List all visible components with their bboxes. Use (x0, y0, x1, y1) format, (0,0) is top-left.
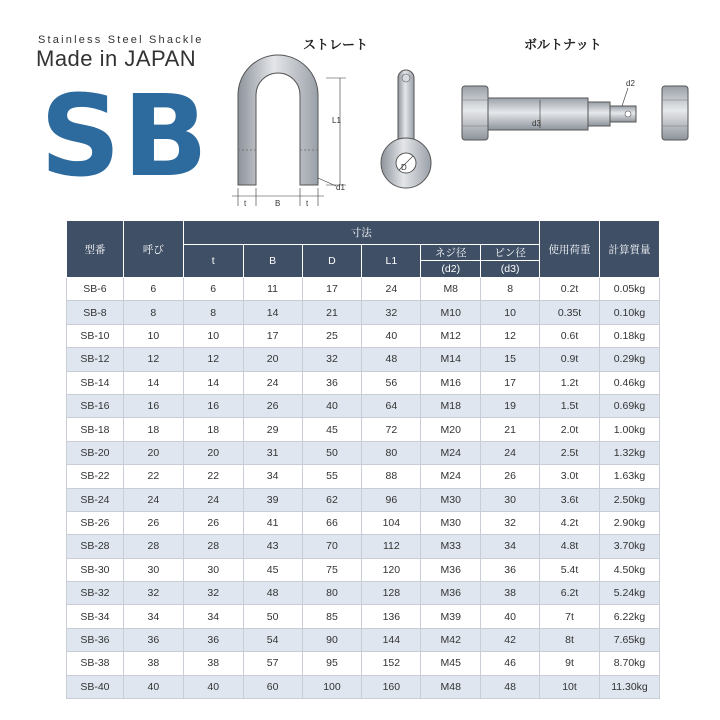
cell-d: 66 (302, 511, 362, 534)
cell-weight: 0.10kg (599, 301, 659, 324)
cell-weight: 1.63kg (599, 465, 659, 488)
cell-nominal: 18 (123, 418, 183, 441)
dim-label-d: D (401, 163, 407, 172)
col-header-nominal: 呼び (123, 221, 183, 278)
table-row (67, 652, 660, 675)
cell-d: 50 (302, 441, 362, 464)
cell-thread: M16 (421, 371, 481, 394)
dim-label-d2: d2 (626, 79, 635, 88)
dim-label-b: B (275, 199, 281, 208)
cell-b: 17 (243, 324, 302, 347)
cell-weight: 6.22kg (599, 605, 659, 628)
cell-thread: M18 (421, 394, 481, 417)
cell-t: 12 (183, 348, 243, 371)
table-row (67, 628, 660, 651)
cell-t: 6 (183, 278, 243, 301)
cell-d: 62 (302, 488, 362, 511)
cell-thread: M39 (421, 605, 481, 628)
cell-model: SB-18 (67, 418, 124, 441)
shackle-diagrams (0, 0, 720, 215)
cell-load: 2.5t (540, 441, 600, 464)
cell-weight: 1.00kg (599, 418, 659, 441)
cell-model: SB-12 (67, 348, 124, 371)
sb-logo: SB (40, 72, 211, 202)
cell-b: 31 (243, 441, 302, 464)
cell-model: SB-6 (67, 278, 124, 301)
dim-label-l1: L1 (332, 116, 341, 125)
cell-pin: 10 (481, 301, 540, 324)
cell-pin: 8 (481, 278, 540, 301)
cell-t: 20 (183, 441, 243, 464)
cell-b: 11 (243, 278, 302, 301)
cell-b: 26 (243, 394, 302, 417)
cell-nominal: 14 (123, 371, 183, 394)
cell-l1: 88 (362, 465, 421, 488)
cell-model: SB-24 (67, 488, 124, 511)
cell-model: SB-8 (67, 301, 124, 324)
cell-pin: 30 (481, 488, 540, 511)
cell-load: 10t (540, 675, 600, 698)
cell-l1: 48 (362, 348, 421, 371)
cell-weight: 4.50kg (599, 558, 659, 581)
col-header-model: 型番 (67, 221, 124, 278)
cell-l1: 32 (362, 301, 421, 324)
cell-l1: 56 (362, 371, 421, 394)
cell-l1: 120 (362, 558, 421, 581)
cell-load: 8t (540, 628, 600, 651)
cell-pin: 15 (481, 348, 540, 371)
cell-t: 18 (183, 418, 243, 441)
cell-d: 45 (302, 418, 362, 441)
cell-l1: 144 (362, 628, 421, 651)
cell-pin: 12 (481, 324, 540, 347)
cell-thread: M24 (421, 441, 481, 464)
cell-nominal: 38 (123, 652, 183, 675)
cell-pin: 24 (481, 441, 540, 464)
cell-l1: 80 (362, 441, 421, 464)
cell-model: SB-32 (67, 582, 124, 605)
cell-thread: M12 (421, 324, 481, 347)
cell-l1: 72 (362, 418, 421, 441)
table-row (67, 371, 660, 394)
cell-load: 1.2t (540, 371, 600, 394)
cell-t: 32 (183, 582, 243, 605)
cell-nominal: 30 (123, 558, 183, 581)
table-row (67, 535, 660, 558)
cell-load: 6.2t (540, 582, 600, 605)
cell-nominal: 32 (123, 582, 183, 605)
cell-d: 40 (302, 394, 362, 417)
cell-nominal: 8 (123, 301, 183, 324)
table-row (67, 488, 660, 511)
cell-b: 50 (243, 605, 302, 628)
straight-type-title: ストレート (303, 38, 369, 53)
cell-thread: M30 (421, 511, 481, 534)
cell-thread: M42 (421, 628, 481, 651)
cell-weight: 8.70kg (599, 652, 659, 675)
cell-weight: 2.50kg (599, 488, 659, 511)
cell-model: SB-14 (67, 371, 124, 394)
cell-t: 38 (183, 652, 243, 675)
cell-model: SB-36 (67, 628, 124, 651)
cell-model: SB-28 (67, 535, 124, 558)
cell-pin: 46 (481, 652, 540, 675)
cell-load: 5.4t (540, 558, 600, 581)
cell-load: 1.5t (540, 394, 600, 417)
cell-t: 22 (183, 465, 243, 488)
cell-nominal: 6 (123, 278, 183, 301)
cell-b: 29 (243, 418, 302, 441)
cell-weight: 0.46kg (599, 371, 659, 394)
cell-weight: 7.65kg (599, 628, 659, 651)
cell-load: 7t (540, 605, 600, 628)
col-header-b: B (243, 245, 302, 278)
cell-b: 45 (243, 558, 302, 581)
table-row (67, 394, 660, 417)
cell-b: 14 (243, 301, 302, 324)
table-row (67, 278, 660, 301)
table-row (67, 675, 660, 698)
cell-weight: 0.69kg (599, 394, 659, 417)
cell-weight: 2.90kg (599, 511, 659, 534)
origin-label: Made in JAPAN (36, 46, 197, 71)
shackle-front-view (232, 55, 346, 206)
col-header-pin-sub: (d3) (481, 261, 540, 278)
cell-model: SB-22 (67, 465, 124, 488)
cell-d: 21 (302, 301, 362, 324)
col-header-weight: 計算質量 (599, 221, 659, 278)
tagline: Stainless Steel Shackle (38, 34, 204, 46)
cell-pin: 42 (481, 628, 540, 651)
dim-label-t-left: t (244, 199, 247, 208)
cell-t: 16 (183, 394, 243, 417)
col-header-load: 使用荷重 (540, 221, 600, 278)
cell-nominal: 24 (123, 488, 183, 511)
cell-load: 2.0t (540, 418, 600, 441)
cell-t: 34 (183, 605, 243, 628)
spec-table (66, 220, 660, 699)
dim-label-d3: d3 (532, 119, 541, 128)
cell-pin: 36 (481, 558, 540, 581)
cell-pin: 19 (481, 394, 540, 417)
cell-model: SB-34 (67, 605, 124, 628)
cell-load: 0.9t (540, 348, 600, 371)
cell-b: 39 (243, 488, 302, 511)
cell-weight: 3.70kg (599, 535, 659, 558)
cell-l1: 128 (362, 582, 421, 605)
cell-d: 17 (302, 278, 362, 301)
table-row (67, 465, 660, 488)
cell-pin: 17 (481, 371, 540, 394)
cell-d: 100 (302, 675, 362, 698)
cell-model: SB-30 (67, 558, 124, 581)
cell-load: 3.6t (540, 488, 600, 511)
cell-load: 4.8t (540, 535, 600, 558)
cell-d: 90 (302, 628, 362, 651)
cell-thread: M36 (421, 582, 481, 605)
cell-d: 32 (302, 348, 362, 371)
cell-thread: M33 (421, 535, 481, 558)
cell-weight: 11.30kg (599, 675, 659, 698)
cell-b: 54 (243, 628, 302, 651)
cell-l1: 40 (362, 324, 421, 347)
cell-load: 0.35t (540, 301, 600, 324)
cell-t: 28 (183, 535, 243, 558)
cell-pin: 34 (481, 535, 540, 558)
cell-load: 4.2t (540, 511, 600, 534)
cell-weight: 0.18kg (599, 324, 659, 347)
cell-thread: M14 (421, 348, 481, 371)
cell-model: SB-38 (67, 652, 124, 675)
cell-t: 30 (183, 558, 243, 581)
cell-l1: 160 (362, 675, 421, 698)
cell-thread: M30 (421, 488, 481, 511)
col-header-pin: ピン径 (481, 245, 540, 261)
col-header-t: t (183, 245, 243, 278)
table-row (67, 418, 660, 441)
table-row (67, 301, 660, 324)
cell-b: 34 (243, 465, 302, 488)
cell-t: 24 (183, 488, 243, 511)
cell-pin: 40 (481, 605, 540, 628)
col-header-d: D (302, 245, 362, 278)
cell-nominal: 34 (123, 605, 183, 628)
cell-nominal: 36 (123, 628, 183, 651)
cell-thread: M8 (421, 278, 481, 301)
cell-b: 60 (243, 675, 302, 698)
table-row (67, 511, 660, 534)
cell-weight: 1.32kg (599, 441, 659, 464)
cell-pin: 32 (481, 511, 540, 534)
cell-thread: M36 (421, 558, 481, 581)
cell-load: 0.6t (540, 324, 600, 347)
cell-nominal: 20 (123, 441, 183, 464)
cell-d: 25 (302, 324, 362, 347)
cell-l1: 152 (362, 652, 421, 675)
cell-b: 41 (243, 511, 302, 534)
cell-pin: 48 (481, 675, 540, 698)
cell-t: 10 (183, 324, 243, 347)
cell-nominal: 12 (123, 348, 183, 371)
cell-t: 14 (183, 371, 243, 394)
cell-weight: 0.05kg (599, 278, 659, 301)
table-row (67, 441, 660, 464)
cell-pin: 26 (481, 465, 540, 488)
cell-pin: 21 (481, 418, 540, 441)
cell-load: 0.2t (540, 278, 600, 301)
cell-weight: 5.24kg (599, 582, 659, 605)
table-row (67, 582, 660, 605)
cell-pin: 38 (481, 582, 540, 605)
cell-thread: M10 (421, 301, 481, 324)
cell-thread: M48 (421, 675, 481, 698)
cell-d: 70 (302, 535, 362, 558)
cell-b: 43 (243, 535, 302, 558)
col-header-dimensions: 寸法 (183, 221, 539, 245)
cell-model: SB-40 (67, 675, 124, 698)
cell-nominal: 40 (123, 675, 183, 698)
bolt-nut-type-title: ボルトナット (524, 38, 602, 53)
cell-nominal: 28 (123, 535, 183, 558)
table-row (67, 605, 660, 628)
cell-nominal: 10 (123, 324, 183, 347)
cell-weight: 0.29kg (599, 348, 659, 371)
cell-model: SB-10 (67, 324, 124, 347)
col-header-thread-sub: (d2) (421, 261, 481, 278)
cell-d: 95 (302, 652, 362, 675)
table-row (67, 324, 660, 347)
cell-t: 8 (183, 301, 243, 324)
cell-model: SB-20 (67, 441, 124, 464)
cell-l1: 64 (362, 394, 421, 417)
cell-b: 24 (243, 371, 302, 394)
cell-nominal: 26 (123, 511, 183, 534)
cell-model: SB-16 (67, 394, 124, 417)
cell-thread: M45 (421, 652, 481, 675)
cell-b: 57 (243, 652, 302, 675)
cell-b: 48 (243, 582, 302, 605)
cell-t: 36 (183, 628, 243, 651)
cell-thread: M20 (421, 418, 481, 441)
cell-nominal: 22 (123, 465, 183, 488)
cell-d: 75 (302, 558, 362, 581)
cell-t: 40 (183, 675, 243, 698)
cell-d: 80 (302, 582, 362, 605)
cell-l1: 24 (362, 278, 421, 301)
dim-label-t-right: t (306, 199, 309, 208)
table-row (67, 558, 660, 581)
cell-model: SB-26 (67, 511, 124, 534)
cell-l1: 112 (362, 535, 421, 558)
table-row (67, 348, 660, 371)
dim-label-d1: d1 (336, 183, 345, 192)
cell-t: 26 (183, 511, 243, 534)
col-header-thread: ネジ径 (421, 245, 481, 261)
cell-load: 3.0t (540, 465, 600, 488)
col-header-l1: L1 (362, 245, 421, 278)
cell-d: 55 (302, 465, 362, 488)
bolt-nut-view (462, 86, 688, 140)
cell-l1: 136 (362, 605, 421, 628)
cell-l1: 96 (362, 488, 421, 511)
cell-nominal: 16 (123, 394, 183, 417)
cell-thread: M24 (421, 465, 481, 488)
cell-d: 85 (302, 605, 362, 628)
cell-l1: 104 (362, 511, 421, 534)
cell-b: 20 (243, 348, 302, 371)
cell-d: 36 (302, 371, 362, 394)
cell-load: 9t (540, 652, 600, 675)
